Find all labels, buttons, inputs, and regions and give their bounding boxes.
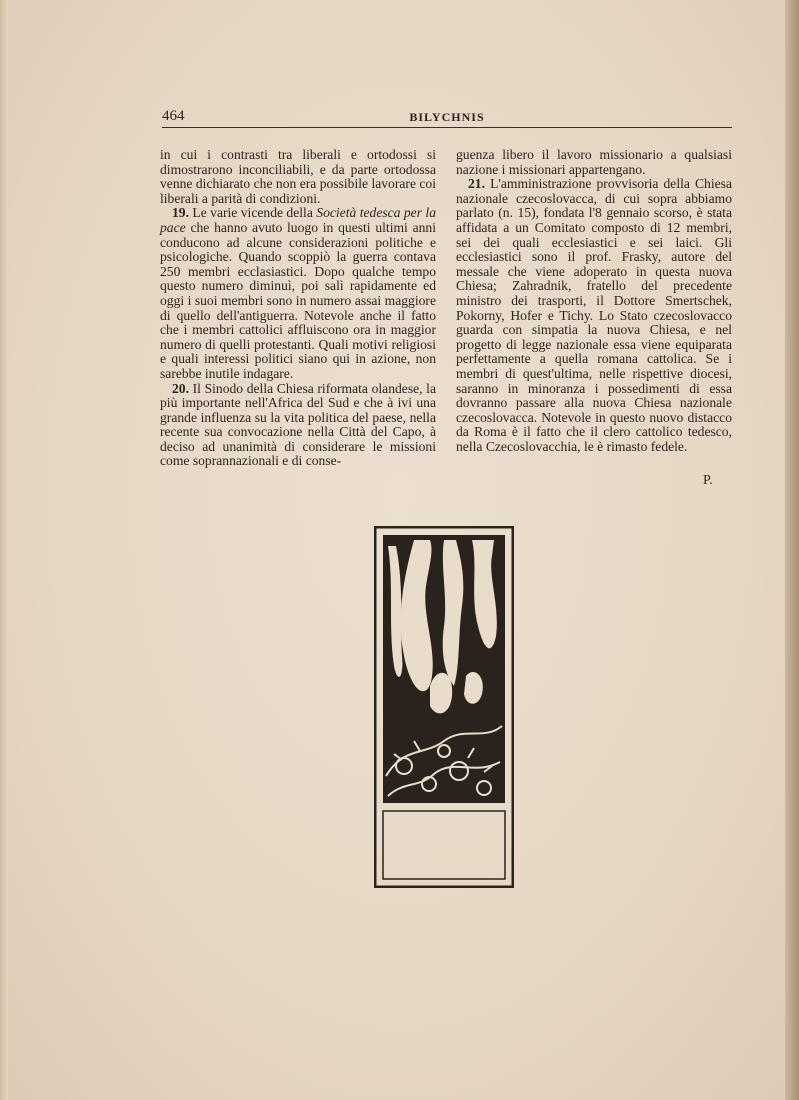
item-number: 19. bbox=[172, 205, 189, 221]
paragraph-text: che hanno avuto luogo in questi ultimi anni conducono ad alcune considerazioni politiche e psicologiche. Quando scoppiò la guerra contava 250 membri ecclasiastici. Dopo qualche tempo questo numero diminuì, poi salì rapidamente ed oggi i suoi membri sono in numero assai maggiore di quello dell'antiguerra. Notevole anche il fatto che i membri cattolici affluiscono ora in maggior numero di quelli protestanti. Quali motivi religiosi e quali interessi politici siano qui in azione, non sarebbe inutile indagare. bbox=[160, 219, 436, 381]
page-right-edge bbox=[785, 0, 799, 1100]
paragraph-italic-title: Società tedesca per la pace bbox=[160, 205, 436, 235]
page-left-edge bbox=[0, 0, 8, 1100]
left-column bbox=[160, 148, 436, 469]
paragraph-19 bbox=[160, 206, 436, 381]
ornament-lower-frame bbox=[383, 811, 505, 879]
paragraph-continuation bbox=[160, 148, 436, 206]
item-number: 21. bbox=[468, 176, 485, 192]
item-number: 20. bbox=[172, 380, 189, 396]
woodcut-flame-flower-icon bbox=[374, 526, 514, 888]
paragraph-21 bbox=[456, 177, 732, 454]
paragraph-20 bbox=[160, 382, 436, 470]
paragraph-text: L'amministrazione provvisoria della Chiesa nazionale czecoslovacca, di cui sopra abbiamo parlato (n. 15), fondata l'8 gennaio scorso, è stata affidata a un Comitato composto di 12 membri, sei dei quali ecclesiastici e sei laici. Gli ecclesiastici sono il prof. Frasky, autore del messale che viene adoperato in questa nuova Chiesa; Zahradnik, fratello del precedente ministro dei trasporti, il Dottore Smertschek, Pokorny, Hofer e Tichy. Lo Stato czecoslovacco guarda con simpatia la nuova Chiesa, e nel progetto di legge nazionale essa viene equiparata perfettamente a quella romana cattolica. Se i membri di quest'ultima, nelle rispettive diocesi, saranno in minoranza i possedimenti di essa dovranno passare alla nuova Chiesa nazionale czecoslovacca. Notevole in questo nuovo distacco da Roma è il fatto che il clero cattolico tedesco, nella Czecoslovacchia, le è rimasto fedele. bbox=[456, 176, 732, 454]
paragraph-text: Il Sinodo della Chiesa riformata olandese, la più importante nell'Africa del Sud e che à ivi una grande influenza su la vita politica del paese, nella recente sua convocazione nella Città del Capo, à deciso ad unanimità di considerare le missioni come soprannazionali e di conse- bbox=[160, 380, 436, 469]
page-number: 464 bbox=[162, 108, 185, 124]
paragraph-text: Le varie vicende della bbox=[192, 205, 317, 221]
author-signature: P. bbox=[703, 473, 713, 488]
paragraph-text: in cui i contrasti tra liberali e ortodossi si dimostrarono inconciliabili, e da parte ortodossa venne dichiarato che non era possibile lavorare coi liberali a parità di condizioni. bbox=[160, 147, 436, 206]
right-column bbox=[456, 148, 732, 454]
header-rule bbox=[162, 127, 732, 128]
woodcut-illustration bbox=[374, 526, 514, 888]
paragraph-text: guenza libero il lavoro missionario a qualsiasi nazione i missionari appartengano. bbox=[456, 147, 732, 177]
page-header bbox=[162, 108, 732, 128]
running-title: BILYCHNIS bbox=[409, 110, 485, 124]
paragraph-continuation bbox=[456, 148, 732, 177]
